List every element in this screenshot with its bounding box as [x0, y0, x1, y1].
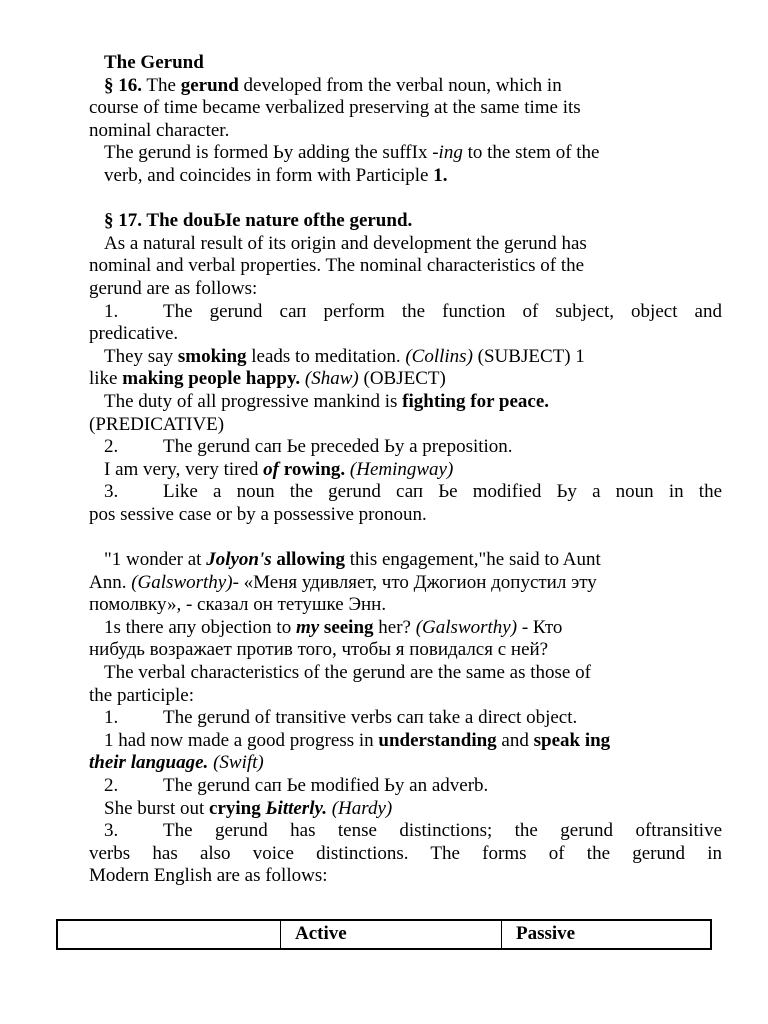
example-predicative-label: (PREDICATIVE)	[89, 413, 225, 435]
example-jolyon-line-2: Ann. (Galsworthy)- «Меня удивляет, что Джогион допустил эту	[89, 571, 597, 593]
verbal-point-3-cont: verbs has also voice distinctions. The forms of the gerund in	[89, 842, 722, 864]
blank-line	[89, 188, 722, 211]
section-17-line-3: gerund are as follows:	[89, 277, 258, 299]
nominal-point-1-cont: predicative.	[89, 323, 179, 345]
verbal-point-3: 3. The gerund has tense distinctions; the gerund oftransitive	[104, 820, 722, 842]
document-body	[89, 52, 722, 888]
section-16-line-1: § 16. The gerund developed from the verbal noun, which in	[104, 74, 562, 96]
example-jolyon-line-1: "1 wonder at Jolyon's allowing this engagement,"he said to Aunt	[104, 549, 601, 571]
section-17-line-2: nominal and verbal properties. The nominal characteristics of the	[89, 255, 585, 277]
table-header-cell-passive: Passive	[501, 921, 710, 948]
nominal-point-1: 1. The gerund сап perform the function of subject, object and	[104, 300, 722, 322]
blank-line	[89, 526, 722, 549]
section-17-line-1: As a natural result of its origin and development the gerund has	[104, 232, 587, 254]
nominal-point-2: 2. The gerund сап Ье preceded Ьу а preposition.	[104, 436, 513, 458]
example-subject: They say smoking leads to meditation. (Collins) (SUBJECT) 1	[104, 345, 585, 367]
table-header-cell-empty	[58, 921, 280, 948]
section-title: The Gerund	[104, 52, 204, 73]
example-object: like making people happy. (Shaw) (OBJECT)	[89, 368, 446, 390]
example-preposition: I am very, very tired of rowing. (Hemingway)	[104, 458, 454, 480]
nominal-point-3-cont: pos sessive case or by а possessive pronoun.	[89, 503, 427, 525]
example-swift-line-2: their language. (Swift)	[89, 752, 264, 774]
verbal-point-3-cont-2: Modern English are as follows:	[89, 865, 328, 887]
section-17-heading: § 17. The douЫe nature ofthe gerund.	[104, 210, 413, 232]
section-16-line-3: nominal character.	[89, 119, 230, 141]
nominal-point-3: 3. Like а noun the gerund сап Ье modified Ьу а noun in the	[104, 481, 722, 503]
example-objection-line-1: 1s there апу objection to my seeing her? (Galsworthy) - Кто	[104, 616, 563, 638]
section-16-line-4: The gerund is formed Ьу adding the suffIx -ing to the stem of the	[104, 142, 600, 164]
section-16-line-5: verb, and coincides in form with Participle 1.	[104, 164, 448, 186]
verbal-point-2: 2. The gerund сап Ье modified Ьу an adverb.	[104, 775, 489, 796]
verbal-intro-line-2: the participle:	[89, 684, 194, 706]
verbal-point-1: 1. The gerund of transitive verbs сап take а direct object.	[104, 707, 578, 729]
example-hardy: She burst out crying Ьitterly. (Hardy)	[104, 797, 393, 819]
example-swift-line-1: 1 had now made а good progress in understanding and speak ing	[104, 729, 611, 751]
gerund-forms-table	[56, 919, 712, 950]
example-jolyon-line-3: помолвку», - сказал он тетушке Энн.	[89, 594, 387, 616]
example-predicative: The duty of all progressive mankind is fighting for peace.	[104, 390, 550, 412]
example-objection-line-2: нибудь возражает против того, чтобы я повидался с ней?	[89, 639, 549, 661]
table-header-cell-active: Active	[280, 921, 501, 948]
section-16-line-2: course of time became verbalized preserving at the same time its	[89, 97, 581, 119]
verbal-intro-line-1: The verbal characteristics of the gerund are the same as those of	[104, 662, 591, 684]
